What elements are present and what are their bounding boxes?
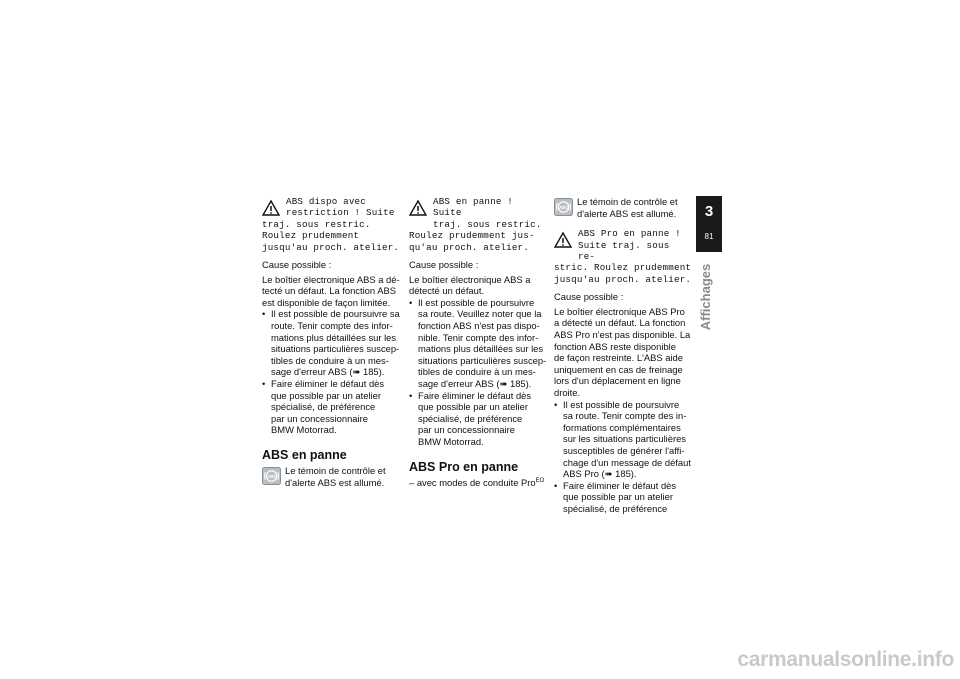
column-3: [554, 196, 692, 515]
text-line: par un concessionnaire: [271, 412, 368, 424]
cause-description: [554, 306, 692, 399]
text-line: sage d'erreur ABS (➠ 185).: [418, 377, 532, 389]
text-line: • Il est possible de poursuivre sa: [271, 308, 400, 320]
text-line: situations particulières suscep-: [418, 354, 547, 366]
model-note: [409, 477, 547, 489]
abs-warning-lamp-icon: [262, 467, 281, 485]
message-line: jusqu'au proch. atelier.: [554, 273, 692, 285]
list-item: [262, 378, 400, 436]
message-line: ABS en panne ! Suite: [433, 196, 513, 219]
text-line: • Faire éliminer le défaut dès: [563, 479, 677, 491]
text-line: • Faire éliminer le défaut dès: [418, 389, 532, 401]
column-2: [409, 196, 547, 488]
text-line: formations complémentaires: [563, 421, 681, 433]
message-line: ABS dispo avec: [286, 196, 366, 207]
text-line: • Faire éliminer le défaut dès: [271, 377, 385, 389]
text-line: par un concessionnaire: [418, 424, 515, 436]
warning-triangle-icon: [409, 199, 427, 217]
text-line: fonction ABS reste disponible: [554, 340, 676, 352]
text-line: que possible par un atelier: [271, 389, 381, 401]
text-line: spécialisé, de préférence: [563, 502, 668, 514]
text-line: • Il est possible de poursuivre: [418, 296, 535, 308]
watermark: carmanualsonline.info: [737, 648, 954, 671]
warning-message-abs-pro-failure: [554, 228, 692, 285]
text-line: nible. Tenir compte des infor-: [418, 331, 539, 343]
text-line: droite.: [554, 386, 581, 398]
page-number: 81: [704, 232, 714, 241]
text-line: • Il est possible de poursuivre: [563, 398, 680, 410]
option-superscript: EO: [535, 477, 545, 484]
cause-label: Cause possible :: [409, 259, 479, 271]
message-line: qu'au proch. atelier.: [409, 241, 529, 253]
abs-lamp-note: [554, 196, 692, 219]
text-line: mations plus détaillées sur les: [271, 331, 397, 343]
message-line: Roulez prudemment jus-: [409, 230, 535, 242]
text-line: BMW Motorrad.: [418, 435, 484, 447]
list-item: [554, 480, 692, 515]
message-line: restriction ! Suite: [286, 207, 395, 219]
text-line: Le boîtier électronique ABS a: [409, 273, 531, 285]
text-line: lors d'un déplacement en ligne: [554, 375, 681, 387]
text-line: chage d'un message de défaut: [563, 456, 691, 468]
cause-description: [409, 274, 547, 297]
svg-text:ABS: ABS: [559, 204, 568, 210]
text-line: susceptibles de générer l'affi-: [563, 444, 685, 456]
list-item: [409, 390, 547, 448]
abs-lamp-note: [262, 465, 400, 488]
warning-message-restricted: [262, 196, 400, 253]
message-line: Suite traj. sous re-: [578, 239, 670, 262]
action-list: [554, 399, 692, 515]
column-1: [262, 196, 400, 488]
warning-message-abs-failure: [409, 196, 547, 253]
message-line: Roulez prudemment: [262, 230, 360, 242]
list-item: [262, 308, 400, 378]
text-line: a détecté un défaut. La fonction: [554, 317, 686, 329]
cause-label: Cause possible :: [262, 259, 332, 271]
text-line: que possible par un atelier: [418, 401, 528, 413]
text-line: Le boîtier électronique ABS a dé-: [262, 273, 400, 285]
text-line: détecté un défaut.: [409, 285, 485, 297]
chapter-title: Affichages: [698, 263, 713, 331]
text-line: fonction ABS n'est pas dispo-: [418, 320, 540, 331]
text-line: sa route. Tenir compte des in-: [563, 410, 687, 422]
list-item: [554, 399, 692, 480]
warning-triangle-icon: [554, 231, 572, 249]
text-line: Le témoin de contrôle et: [577, 196, 678, 207]
message-line: traj. sous restric.: [262, 218, 371, 230]
message-line: jusqu'au proch. atelier.: [262, 241, 400, 253]
text-line: tibles de conduire à un mes-: [418, 366, 536, 378]
text-line: Le témoin de contrôle et: [285, 464, 386, 476]
svg-text:ABS: ABS: [267, 473, 276, 479]
chapter-number: 3: [704, 203, 714, 220]
message-line: ABS Pro en panne !: [578, 228, 681, 240]
section-heading-abs-failure: ABS en panne: [262, 447, 347, 462]
text-line: que possible par un atelier: [563, 491, 673, 503]
text-line: sur les situations particulières: [563, 433, 686, 445]
cause-label: Cause possible :: [554, 291, 624, 303]
warning-triangle-icon: [262, 199, 280, 217]
text-line: sage d'erreur ABS (➠ 185).: [271, 366, 385, 378]
section-heading-abs-pro-failure: ABS Pro en panne: [409, 459, 519, 474]
abs-warning-lamp-icon: [554, 198, 573, 216]
cause-description: [262, 274, 400, 309]
text-line: uniquement en cas de freinage: [554, 363, 683, 375]
text-line: route. Tenir compte des infor-: [271, 320, 393, 331]
list-item: [409, 297, 547, 390]
text-line: BMW Motorrad.: [271, 424, 337, 436]
text-line: tibles de conduire à un mes-: [271, 354, 389, 366]
text-line: tecté un défaut. La fonction ABS: [262, 285, 396, 297]
text-line: spécialisé, de préférence: [271, 401, 376, 413]
action-list: [262, 308, 400, 436]
text-line: est disponible de façon limitée.: [262, 296, 391, 308]
text-line: d'alerte ABS est allumé.: [577, 207, 677, 219]
text-line: spécialisé, de préférence: [418, 412, 523, 424]
action-list: [409, 297, 547, 448]
text-line: ABS Pro (➠ 185).: [563, 468, 637, 480]
message-line: traj. sous restric.: [433, 218, 542, 230]
text-line: de façon restreinte. L'ABS aide: [554, 352, 683, 364]
text-line: Le boîtier électronique ABS Pro: [554, 305, 685, 317]
text-line: mations plus détaillées sur les: [418, 343, 544, 355]
text-line: situations particulières suscep-: [271, 343, 400, 355]
text-line: d'alerte ABS est allumé.: [285, 476, 385, 488]
message-line: stric. Roulez prudemment: [554, 262, 692, 274]
text-line: sa route. Veuillez noter que la: [418, 308, 542, 320]
model-note-text: – avec modes de conduite Pro: [409, 476, 536, 488]
text-line: ABS Pro n'est pas disponible. La: [554, 329, 691, 340]
